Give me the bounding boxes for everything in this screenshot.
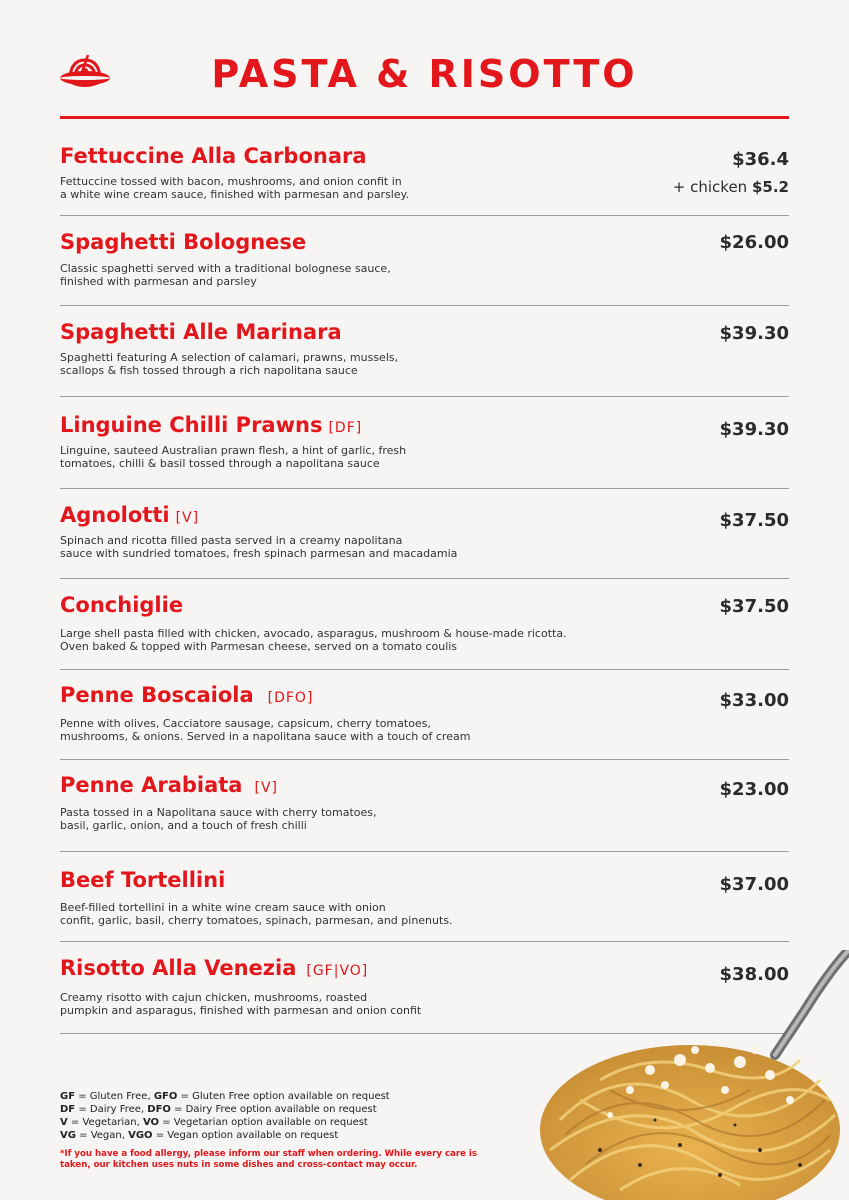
legend-text: = Dairy Free option available on request (170, 1104, 377, 1115)
item-price: $23.00 (719, 779, 789, 800)
item-description: Fettuccine tossed with bacon, mushrooms, and onion confit in a white wine cream sauce, finished with parmesan and parsley. (60, 175, 410, 201)
menu-items (60, 119, 789, 1034)
item-description: Penne with olives, Cacciatore sausage, capsicum, cherry tomatoes, mushrooms, & onions. Served in a napolitana sauce with a touch of cream (60, 717, 471, 743)
item-name: Risotto Alla Venezia (60, 956, 297, 980)
item-description: Pasta tossed in a Napolitana sauce with cherry tomatoes, basil, garlic, onion, and a touch of fresh chilli (60, 806, 377, 832)
menu-item (60, 489, 789, 579)
dietary-tag: [DF] (328, 420, 363, 436)
legend-row (60, 1090, 390, 1103)
menu-item (60, 306, 789, 397)
dietary-legend (60, 1090, 390, 1142)
item-name: Linguine Chilli Prawns (60, 413, 323, 437)
item-description: Spinach and ricotta filled pasta served in a creamy napolitana sauce with sundried tomatoes, fresh spinach parmesan and macadamia (60, 534, 458, 560)
item-description: Large shell pasta filled with chicken, avocado, asparagus, mushroom & house-made ricotta. Oven baked & topped with Parmesan cheese, served on a tomato coulis (60, 627, 567, 653)
item-name: Penne Boscaiola (60, 683, 254, 707)
legend-row (60, 1103, 390, 1116)
legend-row (60, 1116, 390, 1129)
legend-text: = Vegetarian, (67, 1117, 143, 1128)
item-description: Beef-filled tortellini in a white wine cream sauce with onion confit, garlic, basil, cherry tomatoes, spinach, parmesan, and pinenuts. (60, 901, 453, 927)
dietary-tag: [DFO] (267, 690, 314, 706)
legend-key: GFO (153, 1091, 178, 1102)
dietary-tag: [GF|VO] (306, 963, 369, 979)
item-description: Linguine, sauteed Australian prawn flesh, a hint of garlic, fresh tomatoes, chilli & basil tossed through a napolitana sauce (60, 444, 407, 470)
legend-key: DFO (147, 1104, 171, 1115)
item-name: Penne Arabiata (60, 773, 243, 797)
menu-item (60, 579, 789, 670)
item-description: Spaghetti featuring A selection of calamari, prawns, mussels, scallops & fish tossed through a rich napolitana sauce (60, 351, 399, 377)
legend-text: = Dairy Free, (75, 1104, 148, 1115)
item-price: $38.00 (719, 964, 789, 985)
item-name: Spaghetti Bolognese (60, 230, 307, 254)
legend-key: DF (60, 1104, 76, 1115)
legend-text: = Vegetarian option available on request (159, 1117, 368, 1128)
legend-text: = Gluten Free, (75, 1091, 154, 1102)
legend-text: = Gluten Free option available on request (177, 1091, 390, 1102)
item-extra (673, 178, 789, 196)
item-name: Spaghetti Alle Marinara (60, 320, 342, 344)
item-name: Fettuccine Alla Carbonara (60, 144, 367, 168)
item-price: $36.4 (732, 149, 789, 170)
item-price: $39.30 (719, 323, 789, 344)
item-name: Conchiglie (60, 593, 184, 617)
extra-price: $5.2 (751, 178, 789, 196)
menu-item (60, 670, 789, 760)
dietary-tag: [V] (254, 780, 278, 796)
menu-item (60, 760, 789, 852)
menu-item (60, 216, 789, 306)
item-price: $33.00 (719, 690, 789, 711)
item-description: Creamy risotto with cajun chicken, mushrooms, roasted pumpkin and asparagus, finished with parmesan and onion confit (60, 991, 422, 1017)
legend-row (60, 1129, 390, 1142)
menu-item (60, 397, 789, 489)
legend-key: VGO (128, 1130, 153, 1141)
item-price: $37.50 (719, 596, 789, 617)
item-price: $26.00 (719, 232, 789, 253)
item-price: $37.00 (719, 874, 789, 895)
legend-key: VG (60, 1130, 76, 1141)
legend-key: VO (142, 1117, 160, 1128)
allergy-note: *If you have a food allergy, please inform our staff when ordering. While every care is taken, our kitchen uses nuts in some dishes and cross-contact may occur. (60, 1149, 477, 1170)
legend-text: = Vegan option available on request (152, 1130, 339, 1141)
item-name: Agnolotti (60, 503, 170, 527)
menu-item (60, 852, 789, 942)
dietary-tag: [V] (175, 510, 200, 526)
page-title: PASTA & RISOTTO (211, 52, 638, 96)
legend-key: GF (60, 1091, 76, 1102)
item-description: Classic spaghetti served with a traditional bolognese sauce, finished with parmesan and parsley (60, 262, 391, 288)
menu-item (60, 119, 789, 216)
legend-key: V (60, 1117, 68, 1128)
item-price: $37.50 (719, 510, 789, 531)
item-price: $39.30 (719, 419, 789, 440)
legend-text: = Vegan, (75, 1130, 129, 1141)
pasta-fork-image (530, 950, 849, 1200)
extra-label: + chicken (672, 178, 748, 196)
item-name: Beef Tortellini (60, 868, 226, 892)
